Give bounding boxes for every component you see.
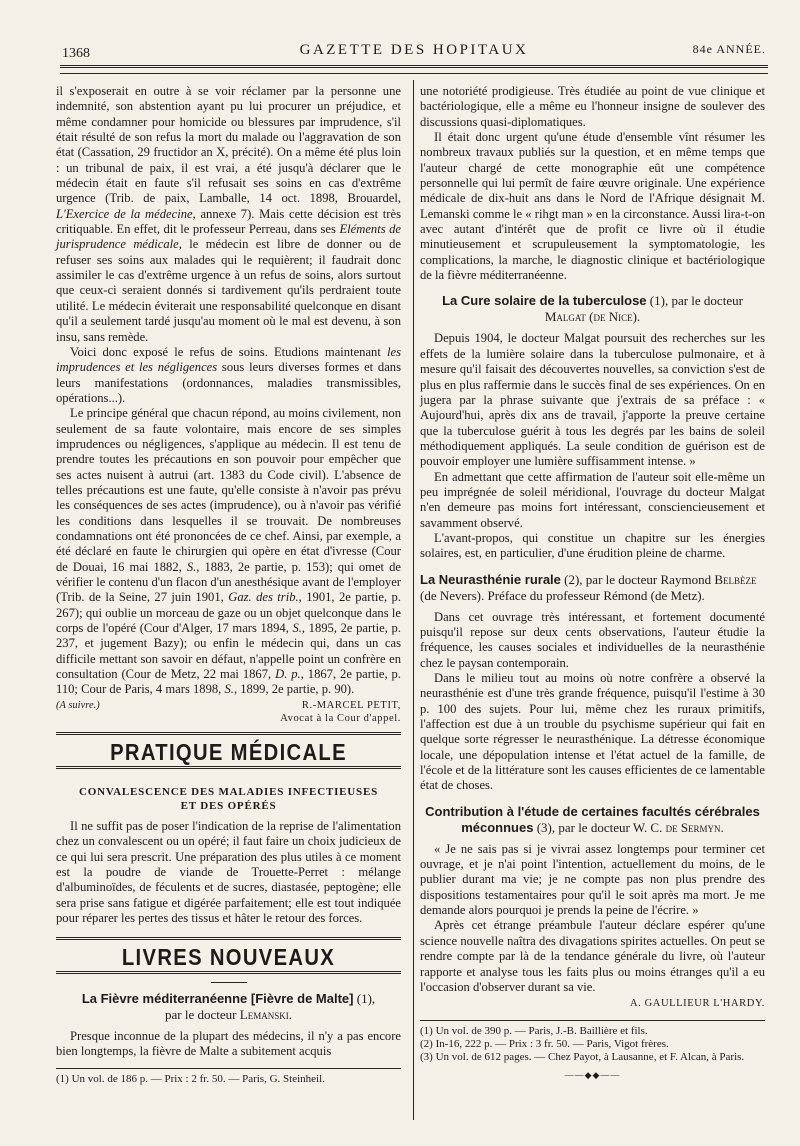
paragraph: Voici donc exposé le refus de soins. Etudions maintenant les imprudences et les négligences sous leurs diverses formes et dans leurs manifestations (ordonnances, maladies transmissibles, opérations...). xyxy=(56,344,401,405)
footnote-rule xyxy=(56,1068,401,1069)
paragraph: Depuis 1904, le docteur Malgat poursuit des recherches sur les effets de la lumière solaire dans la tuberculose pulmonaire, et à mesure qu'il faisait des découvertes nouvelles, sa conviction s'est de plus en plus raffermie dans le succès final de ses expériences. On en jugera par la phrase suivante que j'extrais de sa préface : « Aujourd'hui, après dix ans de travail, j'apporte la preuve certaine que la tuberculose guérit à tous les degrés par les bains de soleil méthodiquement appliqués. La seule condition de guérison est de pouvoir employer une lumière suffisamment intense. » xyxy=(420,331,765,469)
book-title: La Fièvre méditerranéenne [Fièvre de Malte] (1), par le docteur Lemanski. xyxy=(81,990,376,1022)
paragraph: L'avant-propos, qui constitue un chapitre sur les énergies solaires, est, en particulier, d'une érudition pleine de charme. xyxy=(420,530,765,561)
section-heading: PRATIQUE MÉDICALE xyxy=(110,738,347,765)
short-rule xyxy=(211,982,247,983)
section-rule xyxy=(56,971,401,974)
journal-title: GAZETTE DES HOPITAUX xyxy=(299,42,529,58)
paragraph: il s'exposerait en outre à se voir réclamer par la personne une indemnité, son abstention ayant pu lui procurer un préjudice, et même condamner pour homicide ou blessures par imprudence, s'il était résulté de son refus la mort du malade ou l'aggravation de son état (Cassation, 29 fructidor an X, précité). On a même été plus loin : un tribunal de paix, il est vrai, a été jusqu'à déclarer que le médecin était en faute s'il refusait ses soins en cas d'extrême urgence (Trib. de paix, Lamballe, 14 oct. 1898, Brouardel, L'Exercice de la médecine, annexe 7). Mais cette décision est très critiquable. En effet, dit le professeur Perreau, dans ses Eléments de jurisprudence médicale, le médecin est libre de donner ou de refuser ses soins aux malades qui le requièrent; il faudrait donc assimiler le cas d'extrême urgence à un refus de soins, alors surtout que ceux-ci seraient donnés si tardivement qu'ils perdraient toute utilité. Le médecin éviterait une responsabilité quelconque en disant qu'il a seulement tardé jusqu'au moment où le mal est devenu, à son insu, sans remède. xyxy=(56,84,401,344)
header-rule-thin xyxy=(60,73,768,74)
paragraph: Le principe général que chacun répond, au moins civilement, non seulement de sa faute volontaire, mais encore de ses simples imprudences ou négligences, s'applique au médecin. Il est tenu de prendre toutes les précautions en son pouvoir pour empêcher que ses actes nuisent à autrui (art. 1383 du Code civil). L'absence de telles précautions est une faute, qu'elle consiste à n'avoir pas prévu les conséquences de ses actes (imprudence), ou à n'avoir pas vérifié les conditions dans lesquelles il se trouvait. De nombreuses condamnations ont été prononcées de ce chef. Ainsi, par exemple, a été déclaré en faute le chirurgien qui opère en état d'ivresse (Cour de Douai, 16 mai 1882, S., 1883, 2e partie, p. 153); qui omet de vérifier le contenu d'un flacon d'un anesthésique avant de l'employer (Trib. de la Seine, 27 juin 1901, Gaz. des trib., 1901, 2e partie, p. 267); qui oublie un morceau de gaze ou un objet quelconque dans le corps de l'opéré (Cour d'Alger, 17 mars 1894, S., 1895, 2e partie, p. 237, et jugement Bazy); ou enfin le médecin qui, dans un cas difficile mettant son savoir en défaut, n'appelle point un confrère en consultation (Cour de Metz, 22 mai 1867, D. p., 1867, 2e partie, p. 110; Cour de Paris, 4 mars 1898, S., 1899, 2e partie, p. 90). xyxy=(56,406,401,697)
author-name: R.-MARCEL PETIT, xyxy=(301,699,401,711)
paragraph: Il ne suffit pas de poser l'indication de la reprise de l'alimentation chez un convalescent ou un opéré; il faut faire un choix judicieux de ce qui lui sera prescrit. Une préparation des plus utiles à ce moment est la poudre de viande de Trouette-Perret : mélange d'albuminoïdes, de féculents et de sucres, diastasée, peptogène; elle sera prise sans fatigue et digérée parfaitement; elle est tout indiquée pour réparer les pertes des tissus et hâter le retour des forces. xyxy=(56,819,401,926)
paragraph: Après cet étrange préambule l'auteur déclare espérer qu'une science nouvelle naîtra des divagations spirites actuelles. On peut se rendre compte par là de la tendance générale du livre, où l'auteur rapporte et analyse tous les faits plus ou moins étranges qu'il a eu l'occasion d'observer durant sa vie. xyxy=(420,918,765,994)
subsection-heading: CONVALESCENCE DES MALADIES INFECTIEUSES ET DES OPÉRÉS xyxy=(78,786,379,813)
paragraph: une notoriété prodigieuse. Très étudiée au point de vue clinique et bactériologique, elle a même eu l'honneur insigne de soulever des discussions quasi-diplomatiques. xyxy=(420,84,765,129)
paragraph: En admettant que cette affirmation de l'auteur soit elle-même un peu imprégnée de soleil méridional, l'ouvrage du docteur Malgat n'en demeure pas moins fort intéressant, consciencieusement et savamment observé. xyxy=(420,469,765,530)
footnote: (3) Un vol. de 612 pages. — Chez Payot, à Lausanne, et F. Alcan, à Paris. xyxy=(420,1050,745,1063)
author-role: Avocat à la Cour d'appel. xyxy=(280,712,401,724)
section-heading: LIVRES NOUVEAUX xyxy=(121,943,336,970)
footnote: (2) In-16, 222 p. — Prix : 3 fr. 50. — Paris, Vigot frères. xyxy=(420,1037,669,1050)
right-column xyxy=(420,84,765,1083)
reviewer-signature: A. GAULLIEUR L'HARDY. xyxy=(629,998,765,1010)
paragraph: Dans cet ouvrage très intéressant, et fortement documenté puisqu'il repose sur deux cents observations, l'auteur étudie la fréquence, les causes sociales et individuelles de la neurasthénie chez le paysan contemporain. xyxy=(420,609,765,670)
section-rule xyxy=(56,766,401,769)
article-signature xyxy=(56,699,401,725)
book-title: La Neurasthénie rurale (2), par le docteur Raymond Belbèze (de Nevers). Préface du professeur Rémond (de Metz). xyxy=(420,571,757,603)
book-title: Contribution à l'étude de certaines facultés cérébrales méconnues (3), par le docteur W. C. de Sermyn. xyxy=(425,803,760,835)
footnote: (1) Un vol. de 390 p. — Paris, J.-B. Baillière et fils. xyxy=(420,1024,648,1037)
header-rule xyxy=(60,65,768,68)
column-divider xyxy=(413,80,414,1120)
paragraph: Presque inconnue de la plupart des médecins, il n'y a pas encore bien longtemps, la fièvre de Malte a subitement acquis xyxy=(56,1028,401,1059)
paragraph: Dans le milieu tout au moins où notre confrère a observé la neurasthénie est d'une très grande fréquence, puisqu'il l'estime à 30 p. 100 des sujets. Pour lui, même chez les ruraux primitifs, l'affection est due à un trouble du psychisme supérieur qui fait en quelque sorte régresser le neurasthénique. La détresse économique locale, une dépopulation intense et l'état actuel de la famille, de l'école et de la littérature sont les causes efficientes de ce lamentable état de choses. xyxy=(420,671,765,793)
running-header xyxy=(62,40,766,64)
end-ornament: ——◆◆—— xyxy=(564,1069,621,1080)
paragraph: Il était donc urgent qu'une étude d'ensemble vînt résumer les nombreux travaux publiés sur la question, et en même temps que l'auteur chargé de cette monographie eût une compétence personnelle qui lui permît de faire œuvre originale. Une expérience médicale de dix-huit ans dans le Nord de l'Afrique désignait M. Lemanski comme le « rihgt man » en la circonstance. Aussi lira-t-on avec autant d'intérêt que de profit ce livre où il étudie minutieusement et scrupuleusement la symptomatologie, les complications, la marche, le diagnostic clinique et bactériologique de la fièvre méditerranéenne. xyxy=(420,130,765,283)
to-be-continued: (A suivre.) xyxy=(56,699,100,711)
year-label: 84e ANNÉE. xyxy=(692,42,766,56)
footnote: (1) Un vol. de 186 p. — Prix : 2 fr. 50. — Paris, G. Steinheil. xyxy=(56,1072,325,1085)
footnote-rule xyxy=(420,1020,765,1021)
section-rule xyxy=(56,732,401,735)
paragraph: « Je ne sais pas si je vivrai assez longtemps pour terminer cet ouvrage, et je n'ai point l'intention, actuellement du moins, de le publier durant ma vie; je ne compte pas non plus prendre des dispositions testamentaires pour qu'il le soit après ma mort. Je me demande alors pourquoi je prends la peine de l'écrire. » xyxy=(420,841,765,918)
section-rule xyxy=(56,937,401,940)
left-column xyxy=(56,84,401,1086)
book-title: La Cure solaire de la tuberculose (1), par le docteur Malgat (de Nice). xyxy=(442,293,743,325)
page-number: 1368 xyxy=(62,46,90,61)
